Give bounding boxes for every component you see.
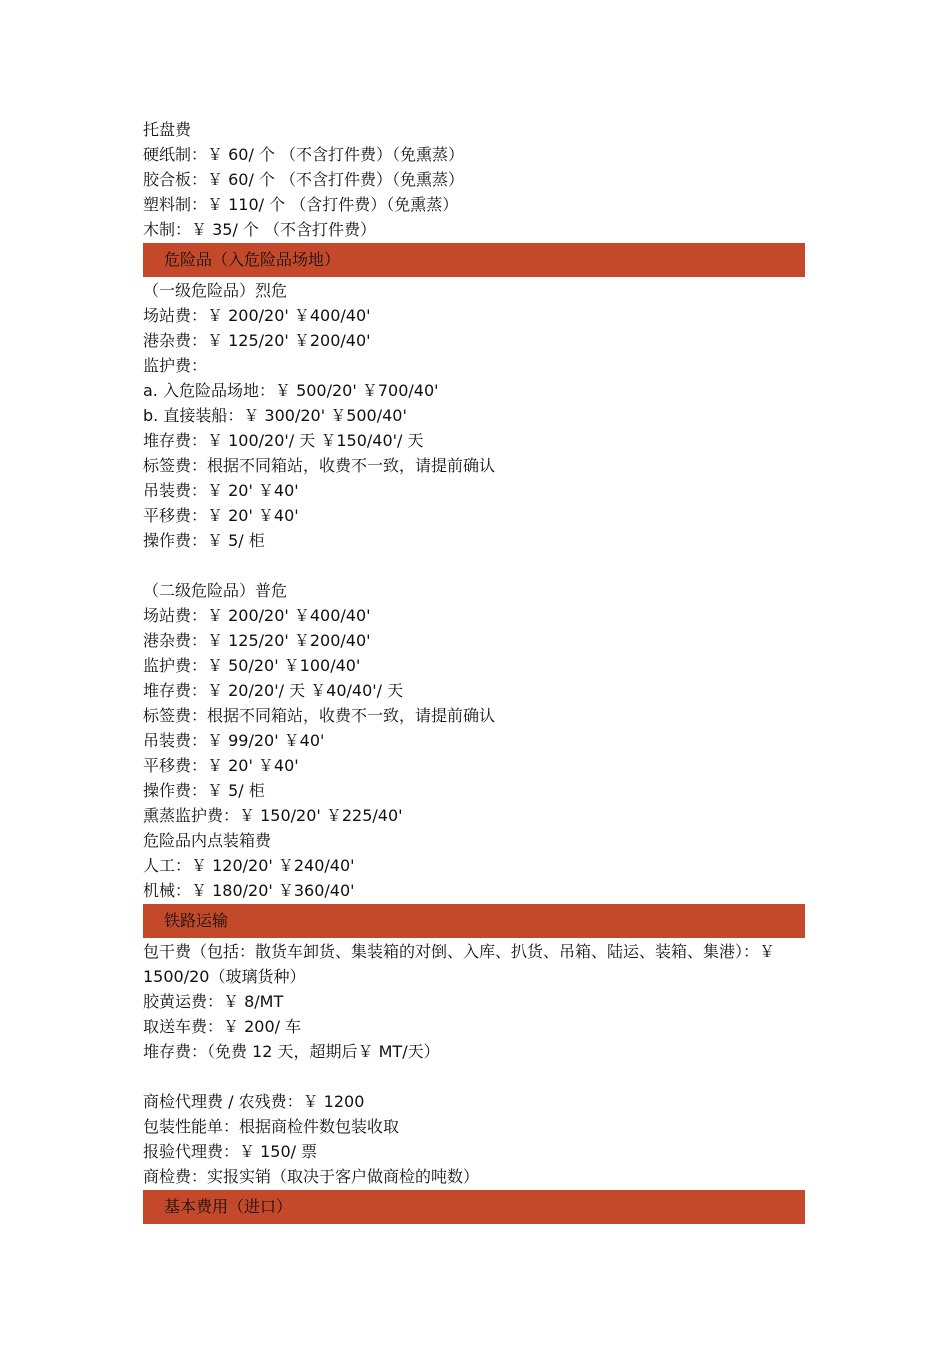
section-header-dangerous: 危险品（入危险品场地） — [143, 243, 805, 277]
class2-line: 堆存费：￥ 20/20'/ 天 ￥40/40'/ 天 — [143, 681, 404, 700]
inspection-line: 商检费：实报实销（取决于客户做商检的吨数） — [143, 1167, 480, 1186]
pallet-title: 托盘费 — [143, 120, 192, 139]
class2-line: 危险品内点装箱费 — [143, 831, 272, 850]
class1-line: 标签费：根据不同箱站，收费不一致，请提前确认 — [143, 456, 496, 475]
class1-line: 堆存费：￥ 100/20'/ 天 ￥150/40'/ 天 — [143, 431, 424, 450]
railway-lump-sum: 包干费（包括：散货车卸货、集装箱的对倒、入库、扒货、吊箱、陆运、装箱、集港）：￥ 1500/20（玻璃货种） — [143, 942, 776, 986]
pallet-line: 胶合板：￥ 60/ 个 （不含打件费）（免熏蒸） — [143, 170, 465, 189]
class2-line: 平移费：￥ 20' ￥40' — [143, 756, 299, 775]
class1-line: b. 直接装船：￥ 300/20' ￥500/40' — [143, 406, 407, 425]
class2-line: 人工：￥ 120/20' ￥240/40' — [143, 856, 355, 875]
class2-line: 监护费：￥ 50/20' ￥100/40' — [143, 656, 361, 675]
section-header-railway: 铁路运输 — [143, 904, 805, 938]
inspection-line: 包装性能单：根据商检件数包装收取 — [143, 1117, 400, 1136]
inspection-line: 商检代理费 / 农残费：￥ 1200 — [143, 1092, 365, 1111]
blank-line — [143, 1064, 805, 1089]
class2-line: 吊装费：￥ 99/20' ￥40' — [143, 731, 325, 750]
pallet-line: 木制：￥ 35/ 个 （不含打件费） — [143, 220, 377, 239]
pallet-line: 硬纸制：￥ 60/ 个 （不含打件费）（免熏蒸） — [143, 145, 465, 164]
class2-line: 港杂费：￥ 125/20' ￥200/40' — [143, 631, 371, 650]
railway-line: 取送车费：￥ 200/ 车 — [143, 1017, 302, 1036]
class2-line: 机械：￥ 180/20' ￥360/40' — [143, 881, 355, 900]
inspection-line: 报验代理费：￥ 150/ 票 — [143, 1142, 318, 1161]
class1-line: 操作费：￥ 5/ 柜 — [143, 531, 265, 550]
class2-line: 场站费：￥ 200/20' ￥400/40' — [143, 606, 371, 625]
section-header-basic: 基本费用（进口） — [143, 1190, 805, 1224]
class1-line: 监护费： — [143, 356, 208, 375]
pallet-line: 塑料制：￥ 110/ 个 （含打件费）（免熏蒸） — [143, 195, 459, 214]
class2-line: 标签费：根据不同箱站，收费不一致，请提前确认 — [143, 706, 496, 725]
railway-line: 胶黄运费：￥ 8/MT — [143, 992, 284, 1011]
class1-line: 平移费：￥ 20' ￥40' — [143, 506, 299, 525]
railway-line: 堆存费：（免费 12 天，超期后￥ MT/天） — [143, 1042, 440, 1061]
blank-line — [143, 553, 805, 578]
class1-line: a. 入危险品场地：￥ 500/20' ￥700/40' — [143, 381, 439, 400]
class1-line: 吊装费：￥ 20' ￥40' — [143, 481, 299, 500]
class2-title: （二级危险品）普危 — [143, 581, 288, 600]
class1-line: 港杂费：￥ 125/20' ￥200/40' — [143, 331, 371, 350]
fee-document — [143, 117, 805, 1225]
class2-line: 熏蒸监护费：￥ 150/20' ￥225/40' — [143, 806, 403, 825]
class1-line: 场站费：￥ 200/20' ￥400/40' — [143, 306, 371, 325]
class2-line: 操作费：￥ 5/ 柜 — [143, 781, 265, 800]
class1-title: （一级危险品）烈危 — [143, 281, 288, 300]
